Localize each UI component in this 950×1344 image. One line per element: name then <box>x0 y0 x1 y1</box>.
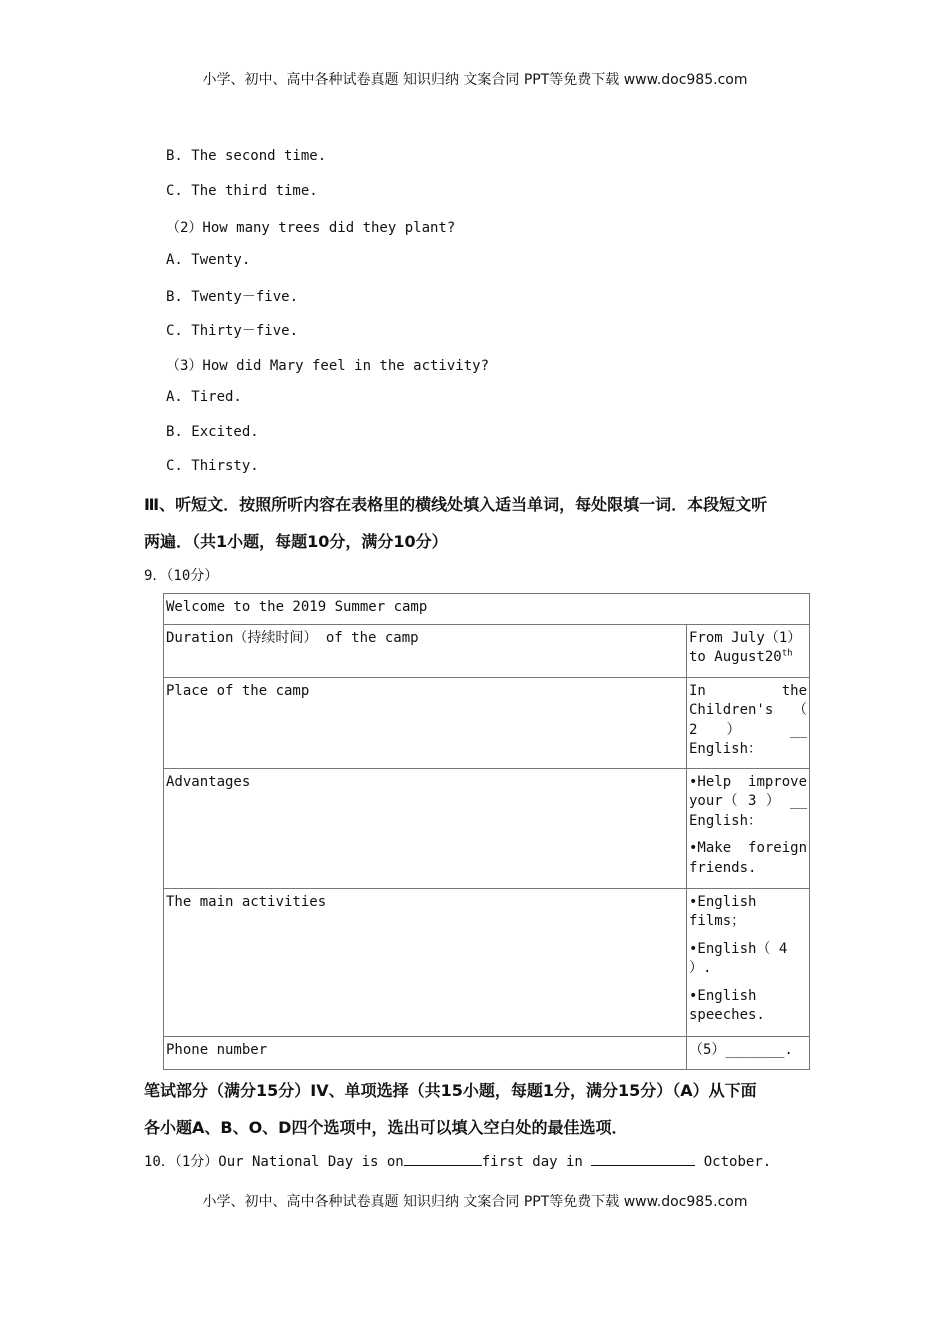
section-heading: Ⅲ、听短文．按照所听内容在表格里的横线处填入适当单词，每处限填一词．本段短文听 <box>144 495 768 514</box>
section-heading-cont: 各小题A、B、O、D四个选项中，选出可以填入空白处的最佳选项． <box>144 1118 628 1137</box>
row-content: •English films； •English（ 4 ）. •English speeches. <box>687 888 810 1036</box>
table-row <box>164 888 810 1036</box>
question-10: 10．（1分）Our National Day is on first day in October. <box>144 1151 771 1171</box>
row-label: Duration（持续时间） of the camp <box>164 624 687 677</box>
option-line: B. Excited. <box>166 424 259 440</box>
option-line: B. Twenty－five. <box>166 289 299 305</box>
section-heading-cont: 两遍．（共1小题，每题10分，满分10分） <box>144 532 448 551</box>
row-label: Phone number <box>164 1036 687 1069</box>
summer-camp-table <box>163 593 810 1070</box>
option-line: C. The third time. <box>166 183 318 199</box>
row-content: In the Children's （ 2 ） __ English： <box>687 677 810 768</box>
table-row <box>164 624 810 677</box>
option-line: B. The second time. <box>166 148 327 164</box>
row-content: （5）_______. <box>687 1036 810 1069</box>
option-line: C. Thirty－five. <box>166 323 299 339</box>
answer-blank <box>404 1151 482 1166</box>
row-label: Advantages <box>164 768 687 888</box>
table-title-row <box>164 594 810 625</box>
row-label: Place of the camp <box>164 677 687 768</box>
question-line: （2）How many trees did they plant? <box>166 220 456 236</box>
option-line: C. Thirsty. <box>166 458 259 474</box>
table-row <box>164 1036 810 1069</box>
row-label: The main activities <box>164 888 687 1036</box>
option-line: A. Twenty. <box>166 252 251 268</box>
page-header: 小学、初中、高中各种试卷真题 知识归纳 文案合同 PPT等免费下载 www.doc985.com <box>202 72 748 88</box>
answer-blank <box>591 1151 695 1166</box>
option-line: A. Tired. <box>166 389 242 405</box>
question-line: （3）How did Mary feel in the activity? <box>166 358 490 374</box>
section-heading: 笔试部分（满分15分）IV、单项选择（共15小题，每题1分，满分15分）（A）从下面 <box>144 1081 757 1100</box>
table-row <box>164 677 810 768</box>
table-title: Welcome to the 2019 Summer camp <box>164 594 810 625</box>
page-footer: 小学、初中、高中各种试卷真题 知识归纳 文案合同 PPT等免费下载 www.doc985.com <box>202 1194 748 1210</box>
question-number: 9．（10分） <box>144 568 219 584</box>
row-content: •Help improve your（ 3 ） __ English： •Make foreign friends. <box>687 768 810 888</box>
table-row <box>164 768 810 888</box>
row-content: From July（1）to August20th <box>687 624 810 677</box>
